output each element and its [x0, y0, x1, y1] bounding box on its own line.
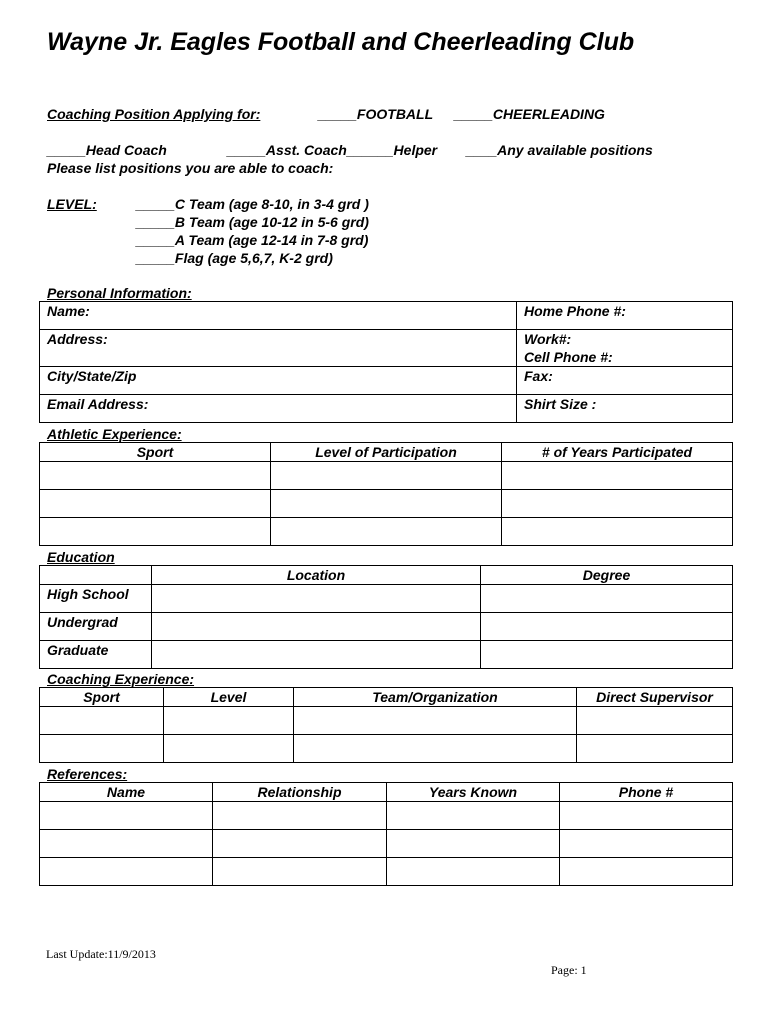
- table-cell[interactable]: [481, 613, 733, 641]
- table-cell[interactable]: [213, 802, 387, 830]
- table-cell[interactable]: [271, 490, 502, 518]
- name-label: Name:: [47, 303, 90, 319]
- work-label: Work#:: [524, 331, 572, 347]
- table-cell[interactable]: [294, 707, 577, 735]
- table-cell[interactable]: [577, 707, 733, 735]
- table-cell[interactable]: [164, 735, 294, 763]
- table-cell[interactable]: [40, 490, 271, 518]
- column-header: Direct Supervisor: [577, 688, 733, 707]
- home-phone-field[interactable]: [517, 302, 733, 330]
- table-cell[interactable]: [271, 462, 502, 490]
- personal-info-heading: Personal Information:: [47, 285, 192, 301]
- address-field[interactable]: [40, 330, 517, 367]
- coaching-heading: Coaching Experience:: [47, 671, 195, 687]
- table-cell[interactable]: [502, 462, 733, 490]
- level-option-c-team[interactable]: _____C Team (age 8-10, in 3-4 grd ): [136, 196, 369, 212]
- cheerleading-option[interactable]: _____CHEERLEADING: [454, 106, 605, 122]
- fax-label: Fax:: [524, 368, 553, 384]
- column-header: # of Years Participated: [502, 443, 733, 462]
- table-cell[interactable]: [560, 858, 733, 886]
- references-table: [39, 782, 733, 886]
- level-option-a-team[interactable]: _____A Team (age 12-14 in 7-8 grd): [136, 232, 369, 248]
- email-field[interactable]: [40, 395, 517, 423]
- fax-field[interactable]: [517, 367, 733, 395]
- cell-phone-label: Cell Phone #:: [524, 349, 613, 365]
- column-header: Years Known: [387, 783, 560, 802]
- references-heading: References:: [47, 766, 128, 782]
- table-cell[interactable]: [40, 707, 164, 735]
- table-cell[interactable]: [40, 830, 213, 858]
- column-header: Level: [164, 688, 294, 707]
- level-option-b-team[interactable]: _____B Team (age 10-12 in 5-6 grd): [136, 214, 369, 230]
- level-label: LEVEL:: [47, 196, 97, 212]
- column-header: Team/Organization: [294, 688, 577, 707]
- personal-info-table: [39, 301, 733, 423]
- column-header: Relationship: [213, 783, 387, 802]
- table-cell[interactable]: [577, 735, 733, 763]
- shirt-size-field[interactable]: [517, 395, 733, 423]
- column-header: Name: [40, 783, 213, 802]
- education-table: [39, 565, 733, 669]
- table-cell[interactable]: [481, 641, 733, 669]
- head-coach-option[interactable]: _____Head Coach: [47, 142, 167, 158]
- coaching-table: [39, 687, 733, 763]
- home-phone-label: Home Phone #:: [524, 303, 626, 319]
- athletic-heading: Athletic Experience:: [47, 426, 182, 442]
- education-heading: Education: [47, 549, 115, 565]
- table-cell[interactable]: [152, 613, 481, 641]
- table-cell[interactable]: [387, 858, 560, 886]
- football-option[interactable]: _____FOOTBALL: [318, 106, 434, 122]
- row-label: High School: [40, 585, 152, 613]
- table-cell[interactable]: [40, 462, 271, 490]
- table-cell[interactable]: [40, 858, 213, 886]
- table-cell[interactable]: [40, 802, 213, 830]
- table-cell[interactable]: [213, 858, 387, 886]
- column-header: Sport: [40, 688, 164, 707]
- level-option-flag[interactable]: _____Flag (age 5,6,7, K-2 grd): [136, 250, 333, 266]
- table-cell[interactable]: [152, 585, 481, 613]
- table-cell[interactable]: [40, 735, 164, 763]
- column-header: Location: [152, 566, 481, 585]
- positions-prompt: Please list positions you are able to coach:: [47, 160, 334, 176]
- table-cell[interactable]: [560, 802, 733, 830]
- last-update: Last Update:11/9/2013: [46, 947, 156, 961]
- row-label: Undergrad: [40, 613, 152, 641]
- column-header: Sport: [40, 443, 271, 462]
- table-cell[interactable]: [387, 802, 560, 830]
- email-label: Email Address:: [47, 396, 149, 412]
- any-position-option[interactable]: ____Any available positions: [466, 142, 653, 158]
- table-cell[interactable]: [271, 518, 502, 546]
- asst-coach-helper-option[interactable]: _____Asst. Coach______Helper: [227, 142, 438, 158]
- city-state-zip-label: City/State/Zip: [47, 368, 137, 384]
- position-label: Coaching Position Applying for:: [47, 106, 261, 122]
- table-cell[interactable]: [387, 830, 560, 858]
- row-label: Graduate: [40, 641, 152, 669]
- table-cell[interactable]: [502, 518, 733, 546]
- work-cell-field[interactable]: [517, 330, 733, 367]
- table-cell[interactable]: [481, 585, 733, 613]
- form-title: Wayne Jr. Eagles Football and Cheerleading Club: [47, 28, 635, 56]
- table-cell[interactable]: [213, 830, 387, 858]
- table-cell[interactable]: [294, 735, 577, 763]
- column-header: Level of Participation: [271, 443, 502, 462]
- table-cell: [40, 566, 152, 585]
- column-header: Degree: [481, 566, 733, 585]
- shirt-size-label: Shirt Size :: [524, 396, 597, 412]
- table-cell[interactable]: [40, 518, 271, 546]
- column-header: Phone #: [560, 783, 733, 802]
- address-label: Address:: [47, 331, 108, 347]
- table-cell[interactable]: [502, 490, 733, 518]
- city-state-zip-field[interactable]: [40, 367, 517, 395]
- table-cell[interactable]: [560, 830, 733, 858]
- table-cell[interactable]: [164, 707, 294, 735]
- athletic-table: [39, 442, 733, 546]
- name-field[interactable]: [40, 302, 517, 330]
- table-cell[interactable]: [152, 641, 481, 669]
- page-number: Page: 1: [551, 963, 587, 977]
